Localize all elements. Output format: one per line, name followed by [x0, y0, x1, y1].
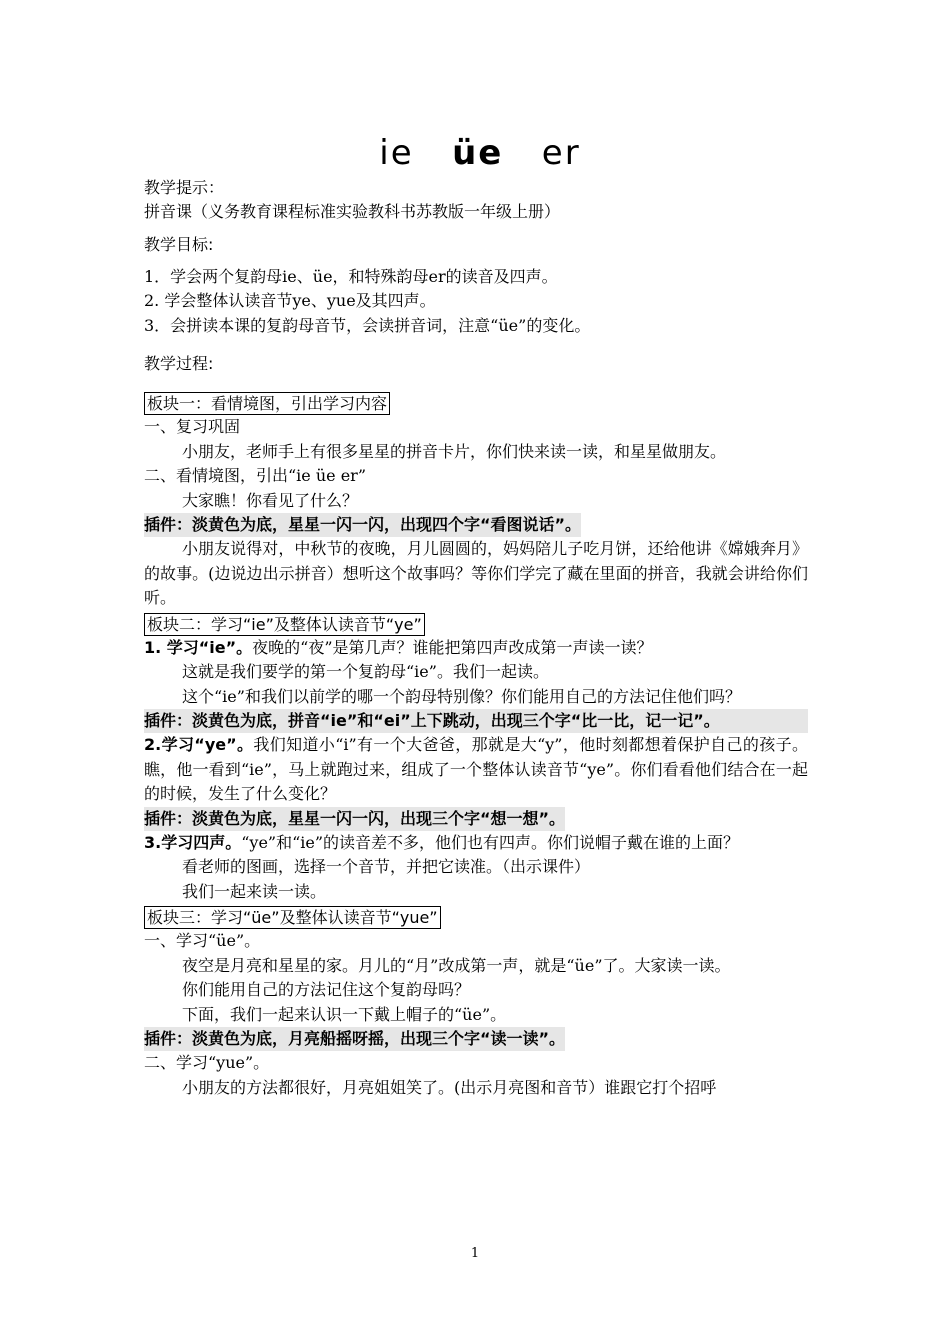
block2-label: 板块二：学习“ie”及整体认读音节“ye” — [144, 613, 425, 636]
goal-item: 3．会拼读本课的复韵母音节，会读拼音词，注意“üe”的变化。 — [144, 315, 591, 335]
block1-line: 大家瞧！你看见了什么？ — [182, 490, 359, 510]
title-er: er — [541, 133, 581, 173]
block3-line: 小朋友的方法都很好，月亮姐姐笑了。(出示月亮图和音节）谁跟它打个招呼 — [182, 1077, 717, 1097]
block2-line: 这就是我们要学的第一个复韵母“ie”。我们一起读。 — [182, 662, 549, 681]
block2-paragraph: 这个“ie”和我们以前学的哪一个韵母特别像？你们能用自己的方法记住他们吗？ — [182, 686, 741, 706]
step-text: 夜晚的“夜”是第几声？谁能把第四声改成第一声读一读？ — [252, 637, 653, 657]
insert-note: 插件：淡黄色为底，星星一闪一闪，出现三个字“想一想”。 — [144, 807, 565, 831]
step-lead: 3.学习四声。 — [144, 832, 242, 852]
lesson-title — [152, 130, 808, 176]
process-heading: 教学过程: — [144, 354, 214, 373]
hint-heading: 教学提示： — [144, 178, 225, 197]
block1-line: 二、看情境图，引出“ie üe er” — [144, 466, 367, 485]
goal-item: 2. 学会整体认读音节ye、yue及其四声。 — [144, 291, 436, 310]
block1-line: 小朋友，老师手上有很多星星的拼音卡片，你们快来读一读，和星星做朋友。 — [182, 441, 727, 461]
block1-paragraph: 小朋友说得对，中秋节的夜晚，月儿圆圆的，妈妈陪儿子吃月饼，还给他讲《嫦娥奔月》的故事。(边说边出示拼音）想听这个故事吗？等你们学完了藏在里面的拼音，我就会讲给你们听。 — [144, 539, 808, 607]
block3-line: 二、学习“yue”。 — [144, 1053, 270, 1072]
block3-line: 一、学习“üe”。 — [144, 931, 261, 950]
insert-note: 插件：淡黄色为底，拼音“ie”和“ei”上下跳动，出现三个字“比一比，记一记”。 — [144, 709, 808, 733]
title-ie: ie — [379, 133, 414, 173]
step-text: 我们知道小“i”有一个大爸爸，那就是大“y”，他时刻都想着保护自己的孩子。瞧，他一看到“ie”，马上就跑过来，组成了一个整体认读音节“ye”。你们看看他们结合在一起的时候，发生了什么变化？ — [144, 735, 808, 803]
block2-line: 看老师的图画，选择一个音节，并把它读准。（出示课件） — [182, 857, 591, 876]
block3-paragraph: 夜空是月亮和星星的家。月儿的“月”改成第一声，就是“üe”了。大家读一读。 — [182, 955, 731, 975]
block3-line: 下面，我们一起来认识一下戴上帽子的“üe”。 — [182, 1004, 507, 1024]
goal-item: 1．学会两个复韵母ie、üe，和特殊韵母er的读音及四声。 — [144, 266, 558, 286]
page-number: 1 — [470, 1246, 480, 1261]
block1-label: 板块一：看情境图，引出学习内容 — [144, 392, 390, 415]
goals-heading: 教学目标: — [144, 234, 214, 254]
insert-note: 插件：淡黄色为底，星星一闪一闪，出现四个字“看图说话”。 — [144, 513, 581, 537]
document-page — [144, 130, 808, 1100]
insert-note: 插件：淡黄色为底，月亮船摇呀摇，出现三个字“读一读”。 — [144, 1027, 565, 1051]
block2-line: 我们一起来读一读。 — [182, 881, 327, 901]
title-ue: üe — [452, 133, 504, 173]
step-lead: 1. 学习“ie”。 — [144, 637, 253, 657]
step-lead: 2.学习“ye”。 — [144, 735, 254, 754]
block3-label: 板块三：学习“üe”及整体认读音节“yue” — [144, 906, 441, 929]
step-text: “ye”和“ie”的读音差不多，他们也有四声。你们说帽子戴在谁的上面？ — [241, 832, 740, 852]
block1-line: 一、复习巩固 — [144, 417, 241, 436]
block3-line: 你们能用自己的方法记住这个复韵母吗？ — [182, 980, 471, 999]
hint-text: 拼音课（义务教育课程标准实验教科书苏教版一年级上册） — [144, 202, 561, 221]
